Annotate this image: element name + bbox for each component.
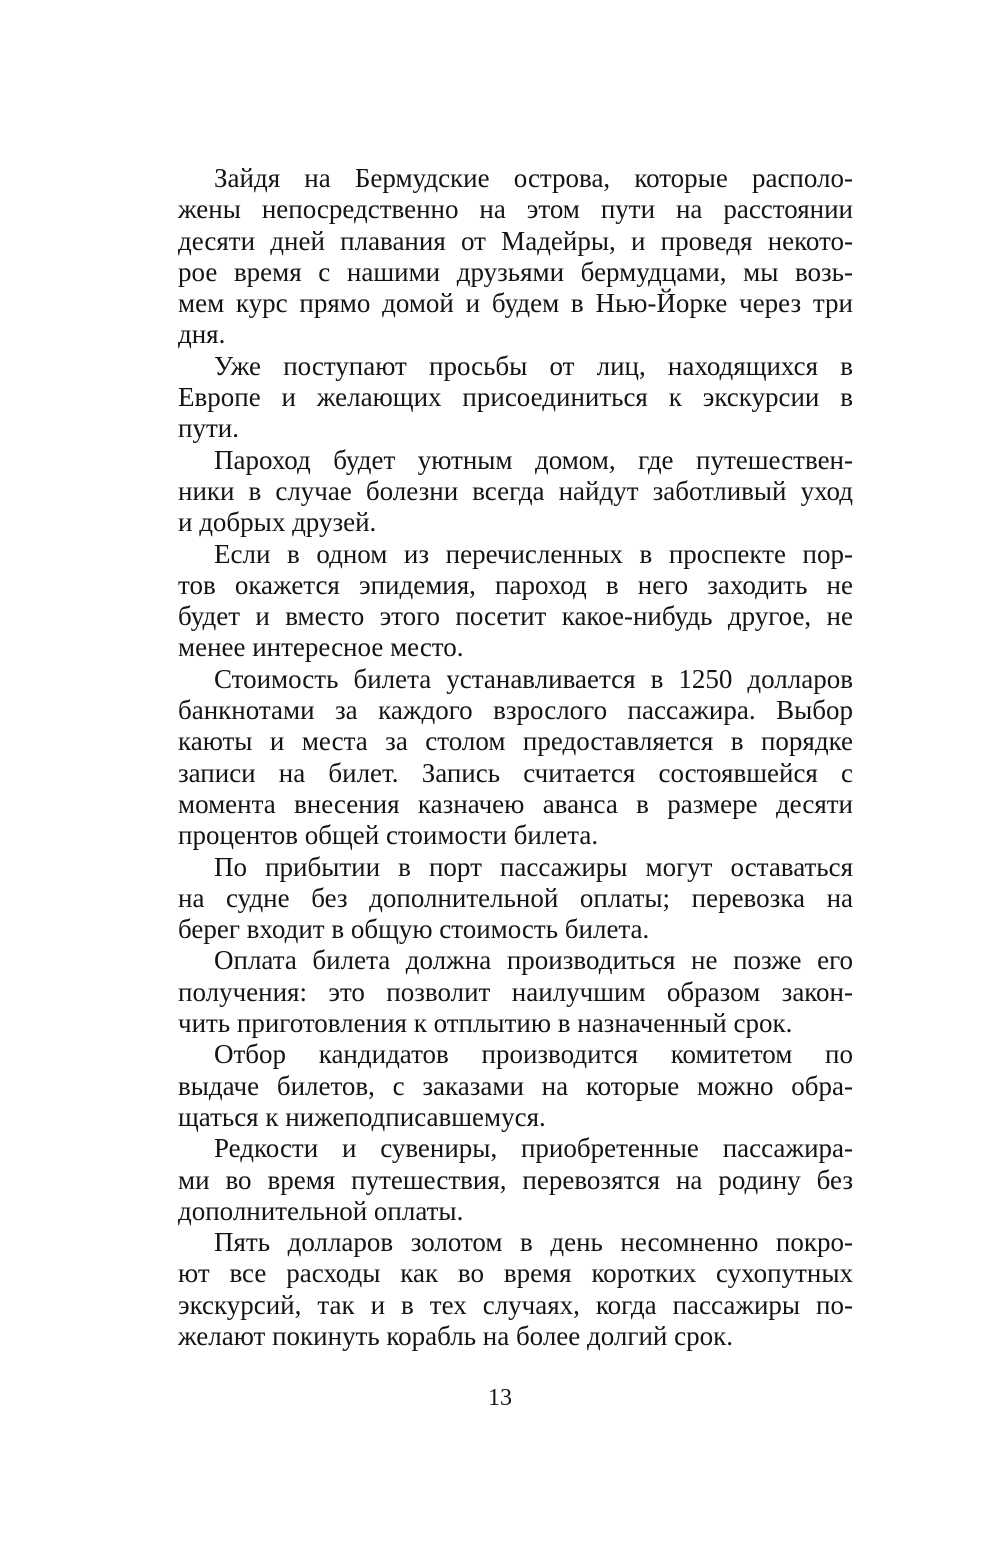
text-line: получения: это позволит наилучшим образом закон- (178, 976, 853, 1007)
text-line: выдаче билетов, с заказами на которые можно обра- (178, 1070, 853, 1101)
text-line: ники в случае болезни всегда найдут заботливый уход (178, 475, 853, 506)
text-line: Если в одном из перечисленных в проспекте пор- (214, 538, 853, 569)
text-line: Оплата билета должна производиться не позже его (214, 945, 853, 976)
paragraph (178, 1039, 853, 1133)
paragraph (178, 852, 853, 946)
text-line: десяти дней плавания от Мадейры, и проведя некото- (178, 225, 853, 256)
text-line: Пароход будет уютным домом, где путешествен- (214, 444, 853, 475)
paragraph (178, 539, 853, 664)
text-line: желают покинуть корабль на более долгий срок. (178, 1320, 733, 1351)
text-line: Уже поступают просьбы от лиц, находящихся в (214, 350, 853, 381)
text-line: дня. (178, 319, 226, 350)
text-line: Стоимость билета устанавливается в 1250 долларов (214, 663, 853, 694)
text-line: мем курс прямо домой и будем в Нью-Йорке через три (178, 288, 853, 319)
text-line: пути. (178, 413, 239, 444)
paragraph (178, 1227, 853, 1352)
text-line: банкнотами за каждого взрослого пассажира. Выбор (178, 695, 853, 726)
text-line: менее интересное место. (178, 632, 464, 663)
paragraph (178, 664, 853, 852)
body-text (178, 163, 853, 1352)
text-line: записи на билет. Запись считается состоявшейся с (178, 757, 853, 788)
text-line: каюты и места за столом предоставляется в порядке (178, 726, 853, 757)
text-line: чить приготовления к отплытию в назначенный срок. (178, 1008, 793, 1039)
text-line: и добрых друзей. (178, 507, 377, 538)
text-line: ми во время путешествия, перевозятся на родину без (178, 1164, 853, 1195)
text-line: рое время с нашими друзьями бермудцами, мы возь- (178, 256, 853, 287)
text-line: дополнительной оплаты. (178, 1195, 464, 1226)
text-line: щаться к нижеподписавшемуся. (178, 1101, 546, 1132)
text-line: будет и вместо этого посетит какое-нибудь другое, не (178, 601, 853, 632)
text-line: жены непосредственно на этом пути на расстоянии (178, 194, 853, 225)
text-line: Пять долларов золотом в день несомненно покро- (214, 1227, 853, 1258)
paragraph (178, 445, 853, 539)
text-line: берег входит в общую стоимость билета. (178, 914, 650, 945)
text-line: процентов общей стоимости билета. (178, 820, 599, 851)
text-line: ют все расходы как во время коротких сухопутных (178, 1258, 853, 1289)
text-line: Зайдя на Бермудские острова, которые располо- (214, 163, 853, 193)
paragraph (178, 1133, 853, 1227)
paragraph (178, 163, 853, 351)
page-number: 13 (488, 1385, 512, 1411)
text-line: тов окажется эпидемия, пароход в него заходить не (178, 569, 853, 600)
text-line: Редкости и сувениры, приобретенные пассажира- (214, 1133, 853, 1164)
text-line: момента внесения казначею аванса в размере десяти (178, 788, 853, 819)
paragraph (178, 945, 853, 1039)
text-line: Отбор кандидатов производится комитетом по (214, 1039, 853, 1070)
text-line: По прибытии в порт пассажиры могут оставаться (214, 851, 853, 882)
text-line: на судне без дополнительной оплаты; перевозка на (178, 882, 853, 913)
paragraph (178, 351, 853, 445)
text-line: экскурсий, так и в тех случаях, когда пассажиры по- (178, 1289, 853, 1320)
text-line: Европе и желающих присоединиться к экскурсии в (178, 382, 853, 413)
